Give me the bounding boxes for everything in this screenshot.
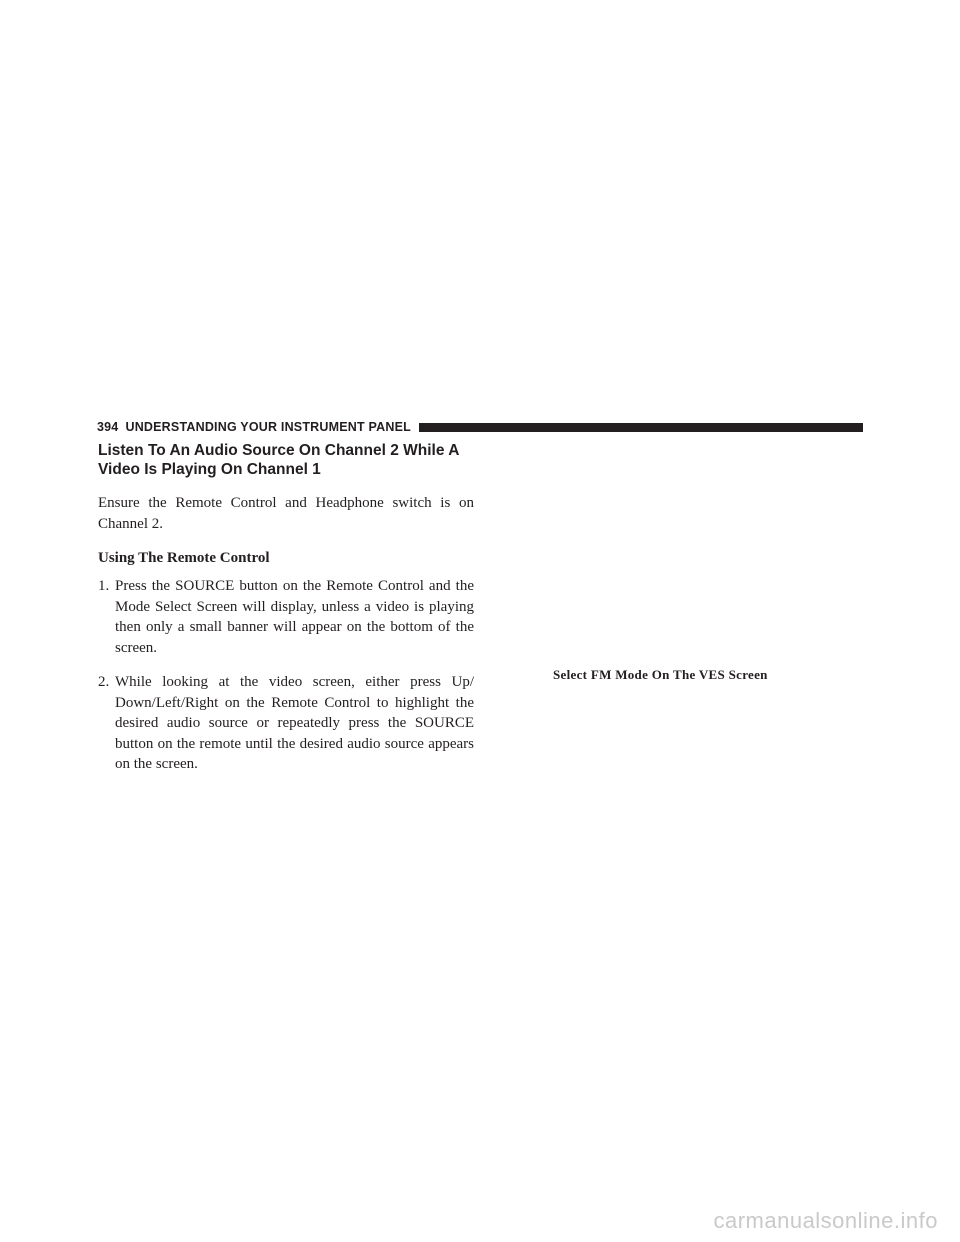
main-column — [98, 441, 474, 789]
step-item — [98, 672, 474, 775]
step-number: 1. — [98, 578, 110, 594]
step-text: While looking at the video screen, either press Up/ Down/Left/Right on the Remote Control to highlight the desired audio source or repeatedly press the SOURCE button on the remote until the desired audio source appears on the screen. — [115, 674, 474, 772]
step-item — [98, 576, 474, 658]
step-text: Press the SOURCE button on the Remote Control and the Mode Select Screen will display, unless a video is playing then only a small banner will appear on the bottom of the screen. — [115, 578, 474, 656]
section-title: UNDERSTANDING YOUR INSTRUMENT PANEL — [125, 420, 411, 434]
page-number: 394 — [97, 420, 119, 434]
page-header — [97, 418, 863, 436]
subheading: Using The Remote Control — [98, 550, 270, 566]
header-rule — [419, 423, 863, 432]
watermark: carmanualsonline.info — [713, 1208, 938, 1233]
step-number: 2. — [98, 674, 110, 690]
section-heading: Listen To An Audio Source On Channel 2 While A Video Is Playing On Channel 1 — [98, 442, 459, 478]
figure-caption: Select FM Mode On The VES Screen — [553, 667, 768, 682]
intro-paragraph: Ensure the Remote Control and Headphone switch is on Channel 2. — [98, 495, 474, 532]
